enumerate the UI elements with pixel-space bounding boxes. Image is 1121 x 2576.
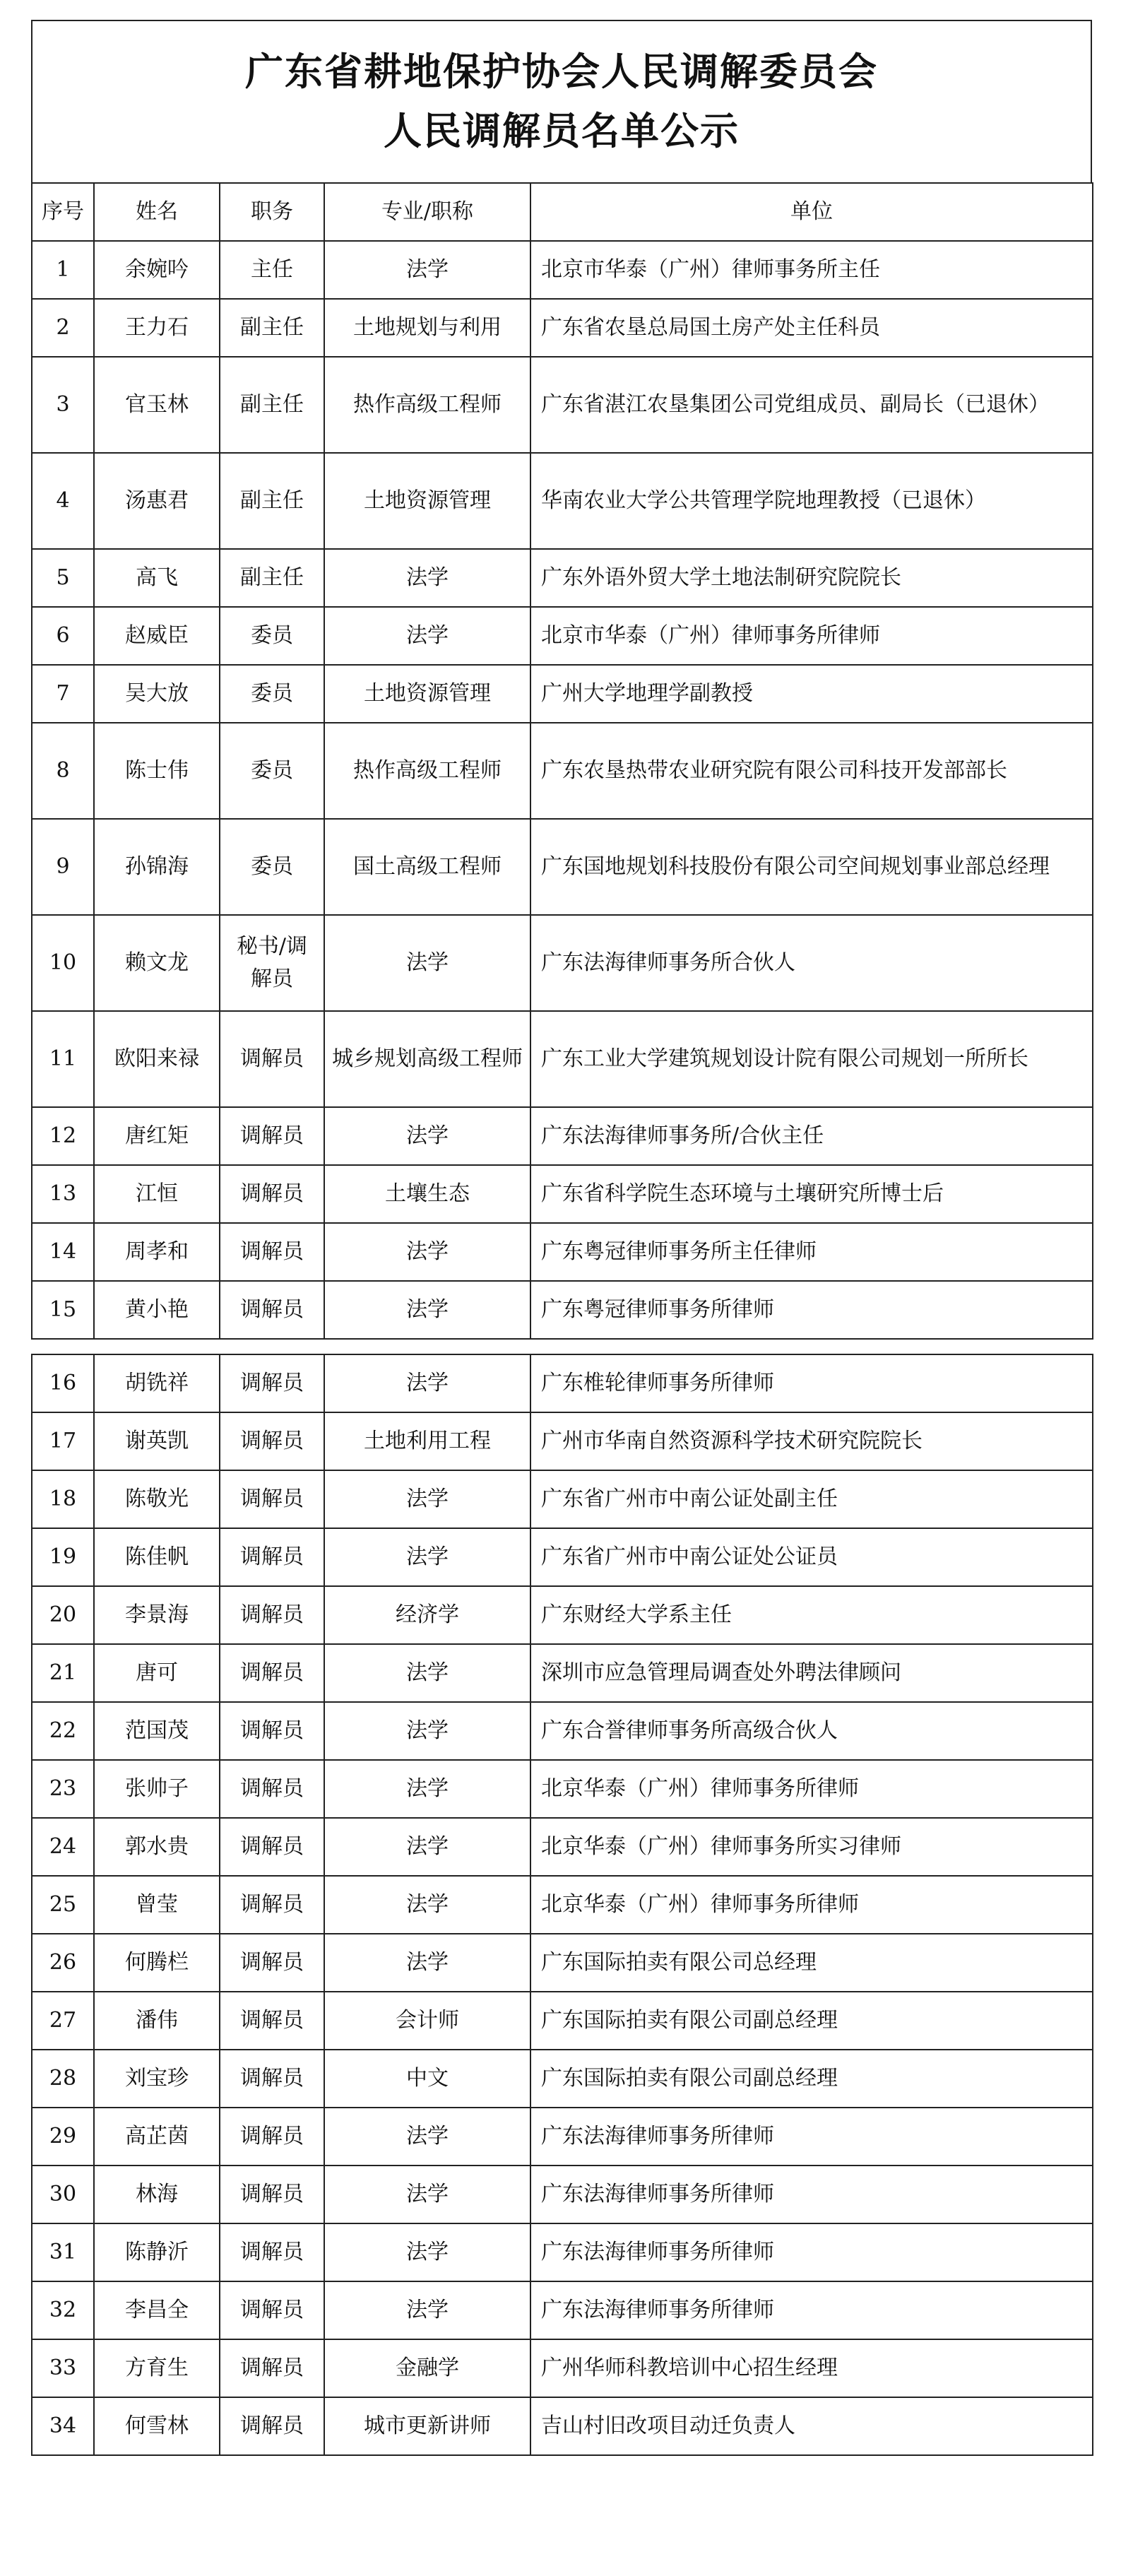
cell-major: 法学 [324, 915, 530, 1011]
table-row [32, 549, 1093, 607]
table-row [32, 607, 1093, 665]
cell-role: 调解员 [220, 1818, 324, 1876]
cell-major: 法学 [324, 1702, 530, 1760]
document-title: 广东省耕地保护协会人民调解委员会 [245, 49, 878, 94]
cell-role: 副主任 [220, 453, 324, 549]
cell-name: 周孝和 [94, 1223, 220, 1281]
cell-name: 高飞 [94, 549, 220, 607]
table-row [32, 453, 1093, 549]
table-row [32, 241, 1093, 299]
cell-name: 吴大放 [94, 665, 220, 723]
cell-role: 调解员 [220, 1934, 324, 1992]
cell-unit: 广东国地规划科技股份有限公司空间规划事业部总经理 [530, 819, 1093, 915]
table-row [32, 1818, 1093, 1876]
cell-role: 委员 [220, 665, 324, 723]
cell-unit: 广东外语外贸大学土地法制研究院院长 [530, 549, 1093, 607]
cell-no: 10 [32, 915, 94, 1011]
cell-no: 27 [32, 1992, 94, 2050]
cell-no: 21 [32, 1644, 94, 1702]
cell-no: 34 [32, 2397, 94, 2455]
cell-no: 19 [32, 1528, 94, 1586]
cell-name: 陈敬光 [94, 1470, 220, 1528]
cell-role: 主任 [220, 241, 324, 299]
cell-unit: 广东椎轮律师事务所律师 [530, 1354, 1093, 1412]
cell-name: 李昌全 [94, 2281, 220, 2339]
cell-role: 调解员 [220, 1528, 324, 1586]
cell-unit: 北京华泰（广州）律师事务所律师 [530, 1876, 1093, 1934]
cell-role: 调解员 [220, 1223, 324, 1281]
header-no: 序号 [32, 183, 94, 241]
cell-no: 2 [32, 299, 94, 357]
cell-no: 33 [32, 2339, 94, 2397]
cell-major: 法学 [324, 2281, 530, 2339]
cell-major: 法学 [324, 1281, 530, 1339]
cell-role: 调解员 [220, 2223, 324, 2281]
cell-unit: 广东省科学院生态环境与土壤研究所博士后 [530, 1165, 1093, 1223]
header-unit: 单位 [530, 183, 1093, 241]
cell-name: 张帅子 [94, 1760, 220, 1818]
cell-major: 热作高级工程师 [324, 357, 530, 453]
cell-name: 江恒 [94, 1165, 220, 1223]
cell-major: 法学 [324, 2166, 530, 2223]
cell-unit: 北京华泰（广州）律师事务所实习律师 [530, 1818, 1093, 1876]
cell-major: 法学 [324, 607, 530, 665]
cell-no: 6 [32, 607, 94, 665]
cell-name: 曾莹 [94, 1876, 220, 1934]
cell-name: 刘宝珍 [94, 2050, 220, 2108]
cell-role: 调解员 [220, 1412, 324, 1470]
title-box [31, 20, 1092, 184]
cell-no: 12 [32, 1107, 94, 1165]
cell-major: 法学 [324, 1818, 530, 1876]
cell-unit: 广东省农垦总局国土房产处主任科员 [530, 299, 1093, 357]
cell-unit: 广东国际拍卖有限公司副总经理 [530, 2050, 1093, 2108]
table-row [32, 2166, 1093, 2223]
cell-name: 陈静沂 [94, 2223, 220, 2281]
cell-major: 法学 [324, 1760, 530, 1818]
cell-role: 调解员 [220, 1876, 324, 1934]
cell-major: 法学 [324, 2108, 530, 2166]
cell-name: 胡铣祥 [94, 1354, 220, 1412]
cell-major: 土地规划与利用 [324, 299, 530, 357]
cell-major: 法学 [324, 2223, 530, 2281]
table-row [32, 1165, 1093, 1223]
cell-role: 副主任 [220, 299, 324, 357]
table-row [32, 819, 1093, 915]
cell-role: 委员 [220, 819, 324, 915]
cell-no: 17 [32, 1412, 94, 1470]
cell-no: 26 [32, 1934, 94, 1992]
cell-major: 热作高级工程师 [324, 723, 530, 819]
cell-name: 黄小艳 [94, 1281, 220, 1339]
cell-unit: 广东法海律师事务所律师 [530, 2108, 1093, 2166]
cell-name: 方育生 [94, 2339, 220, 2397]
cell-unit: 广东合誉律师事务所高级合伙人 [530, 1702, 1093, 1760]
cell-major: 法学 [324, 241, 530, 299]
document-subtitle: 人民调解员名单公示 [384, 109, 740, 153]
table-row [32, 1644, 1093, 1702]
cell-major: 城市更新讲师 [324, 2397, 530, 2455]
cell-major: 中文 [324, 2050, 530, 2108]
table-row [32, 915, 1093, 1011]
cell-name: 唐可 [94, 1644, 220, 1702]
cell-role: 副主任 [220, 549, 324, 607]
cell-name: 林海 [94, 2166, 220, 2223]
table-row [32, 1876, 1093, 1934]
table-row [32, 1354, 1093, 1412]
table-body-part2 [32, 1354, 1093, 2455]
cell-major: 法学 [324, 1470, 530, 1528]
cell-no: 29 [32, 2108, 94, 2166]
cell-no: 23 [32, 1760, 94, 1818]
cell-unit: 广东省广州市中南公证处公证员 [530, 1528, 1093, 1586]
roster-table-part2 [31, 1354, 1093, 2456]
cell-name: 潘伟 [94, 1992, 220, 2050]
cell-unit: 广东省湛江农垦集团公司党组成员、副局长（已退休） [530, 357, 1093, 453]
cell-name: 范国茂 [94, 1702, 220, 1760]
cell-name: 余婉吟 [94, 241, 220, 299]
cell-role: 调解员 [220, 2108, 324, 2166]
cell-role: 调解员 [220, 1586, 324, 1644]
roster-table-part1 [31, 182, 1093, 1340]
cell-unit: 广东省广州市中南公证处副主任 [530, 1470, 1093, 1528]
table-row [32, 1760, 1093, 1818]
cell-no: 4 [32, 453, 94, 549]
cell-unit: 广东财经大学系主任 [530, 1586, 1093, 1644]
page-gap [31, 1340, 1092, 1354]
table-header-row [32, 183, 1093, 241]
table-row [32, 1107, 1093, 1165]
cell-no: 13 [32, 1165, 94, 1223]
cell-unit: 广州市华南自然资源科学技术研究院院长 [530, 1412, 1093, 1470]
cell-unit: 广东法海律师事务所合伙人 [530, 915, 1093, 1011]
table-row [32, 2339, 1093, 2397]
cell-name: 唐红矩 [94, 1107, 220, 1165]
cell-role: 调解员 [220, 2397, 324, 2455]
cell-no: 3 [32, 357, 94, 453]
table-row [32, 1281, 1093, 1339]
cell-major: 土地资源管理 [324, 453, 530, 549]
cell-major: 国土高级工程师 [324, 819, 530, 915]
cell-role: 委员 [220, 723, 324, 819]
cell-role: 调解员 [220, 1760, 324, 1818]
cell-unit: 广东国际拍卖有限公司总经理 [530, 1934, 1093, 1992]
cell-unit: 北京市华泰（广州）律师事务所律师 [530, 607, 1093, 665]
cell-unit: 华南农业大学公共管理学院地理教授（已退休） [530, 453, 1093, 549]
cell-major: 城乡规划高级工程师 [324, 1011, 530, 1107]
table-row [32, 357, 1093, 453]
cell-no: 32 [32, 2281, 94, 2339]
cell-role: 调解员 [220, 1992, 324, 2050]
cell-no: 22 [32, 1702, 94, 1760]
table-row [32, 1223, 1093, 1281]
cell-major: 法学 [324, 1223, 530, 1281]
cell-name: 欧阳来禄 [94, 1011, 220, 1107]
cell-unit: 广东工业大学建筑规划设计院有限公司规划一所所长 [530, 1011, 1093, 1107]
cell-major: 会计师 [324, 1992, 530, 2050]
header-role: 职务 [220, 183, 324, 241]
cell-major: 土地利用工程 [324, 1412, 530, 1470]
table-row [32, 1934, 1093, 1992]
cell-role: 调解员 [220, 1644, 324, 1702]
cell-no: 20 [32, 1586, 94, 1644]
table-row [32, 1412, 1093, 1470]
cell-name: 官玉林 [94, 357, 220, 453]
cell-role: 调解员 [220, 2339, 324, 2397]
cell-major: 法学 [324, 549, 530, 607]
cell-unit: 广东法海律师事务所律师 [530, 2223, 1093, 2281]
cell-no: 25 [32, 1876, 94, 1934]
table-row [32, 2050, 1093, 2108]
cell-major: 金融学 [324, 2339, 530, 2397]
cell-unit: 广东粤冠律师事务所主任律师 [530, 1223, 1093, 1281]
cell-major: 法学 [324, 1107, 530, 1165]
table-row [32, 299, 1093, 357]
cell-no: 31 [32, 2223, 94, 2281]
cell-unit: 广东国际拍卖有限公司副总经理 [530, 1992, 1093, 2050]
cell-major: 法学 [324, 1934, 530, 1992]
cell-no: 30 [32, 2166, 94, 2223]
cell-role: 调解员 [220, 2050, 324, 2108]
cell-unit: 广东农垦热带农业研究院有限公司科技开发部部长 [530, 723, 1093, 819]
cell-no: 8 [32, 723, 94, 819]
cell-role: 委员 [220, 607, 324, 665]
cell-unit: 吉山村旧改项目动迁负责人 [530, 2397, 1093, 2455]
cell-role: 调解员 [220, 1281, 324, 1339]
cell-no: 1 [32, 241, 94, 299]
cell-name: 陈佳帆 [94, 1528, 220, 1586]
cell-major: 土壤生态 [324, 1165, 530, 1223]
cell-role: 调解员 [220, 1470, 324, 1528]
cell-name: 高芷茵 [94, 2108, 220, 2166]
cell-major: 法学 [324, 1354, 530, 1412]
cell-unit: 北京市华泰（广州）律师事务所主任 [530, 241, 1093, 299]
cell-role: 调解员 [220, 2281, 324, 2339]
cell-name: 汤惠君 [94, 453, 220, 549]
cell-name: 何雪林 [94, 2397, 220, 2455]
cell-major: 土地资源管理 [324, 665, 530, 723]
cell-no: 15 [32, 1281, 94, 1339]
cell-no: 24 [32, 1818, 94, 1876]
roster-sheet [31, 20, 1092, 2456]
cell-unit: 广东法海律师事务所律师 [530, 2281, 1093, 2339]
table-row [32, 1586, 1093, 1644]
table-row [32, 1528, 1093, 1586]
cell-no: 18 [32, 1470, 94, 1528]
cell-name: 陈士伟 [94, 723, 220, 819]
cell-role: 调解员 [220, 2166, 324, 2223]
table-row [32, 665, 1093, 723]
cell-unit: 广州大学地理学副教授 [530, 665, 1093, 723]
cell-unit: 广东粤冠律师事务所律师 [530, 1281, 1093, 1339]
table-row [32, 2223, 1093, 2281]
cell-role: 调解员 [220, 1165, 324, 1223]
cell-name: 谢英凯 [94, 1412, 220, 1470]
table-row [32, 2281, 1093, 2339]
cell-unit: 深圳市应急管理局调查处外聘法律顾问 [530, 1644, 1093, 1702]
cell-name: 赵威臣 [94, 607, 220, 665]
cell-name: 李景海 [94, 1586, 220, 1644]
cell-role: 调解员 [220, 1107, 324, 1165]
header-major: 专业/职称 [324, 183, 530, 241]
cell-unit: 广东法海律师事务所律师 [530, 2166, 1093, 2223]
cell-role: 秘书/调解员 [220, 915, 324, 1011]
table-row [32, 1992, 1093, 2050]
table-row [32, 2397, 1093, 2455]
cell-name: 赖文龙 [94, 915, 220, 1011]
cell-no: 7 [32, 665, 94, 723]
cell-role: 调解员 [220, 1702, 324, 1760]
table-row [32, 1011, 1093, 1107]
cell-role: 调解员 [220, 1011, 324, 1107]
table-row [32, 1702, 1093, 1760]
table-body-part1 [32, 241, 1093, 1339]
table-row [32, 1470, 1093, 1528]
cell-name: 孙锦海 [94, 819, 220, 915]
cell-role: 副主任 [220, 357, 324, 453]
cell-no: 5 [32, 549, 94, 607]
cell-major: 法学 [324, 1644, 530, 1702]
cell-name: 郭水贵 [94, 1818, 220, 1876]
cell-role: 调解员 [220, 1354, 324, 1412]
cell-no: 11 [32, 1011, 94, 1107]
cell-name: 王力石 [94, 299, 220, 357]
cell-unit: 北京华泰（广州）律师事务所律师 [530, 1760, 1093, 1818]
table-row [32, 723, 1093, 819]
cell-unit: 广州华师科教培训中心招生经理 [530, 2339, 1093, 2397]
cell-major: 法学 [324, 1528, 530, 1586]
cell-name: 何腾栏 [94, 1934, 220, 1992]
cell-no: 9 [32, 819, 94, 915]
table-row [32, 2108, 1093, 2166]
cell-major: 法学 [324, 1876, 530, 1934]
cell-no: 14 [32, 1223, 94, 1281]
cell-no: 16 [32, 1354, 94, 1412]
cell-unit: 广东法海律师事务所/合伙主任 [530, 1107, 1093, 1165]
header-name: 姓名 [94, 183, 220, 241]
cell-major: 经济学 [324, 1586, 530, 1644]
cell-no: 28 [32, 2050, 94, 2108]
